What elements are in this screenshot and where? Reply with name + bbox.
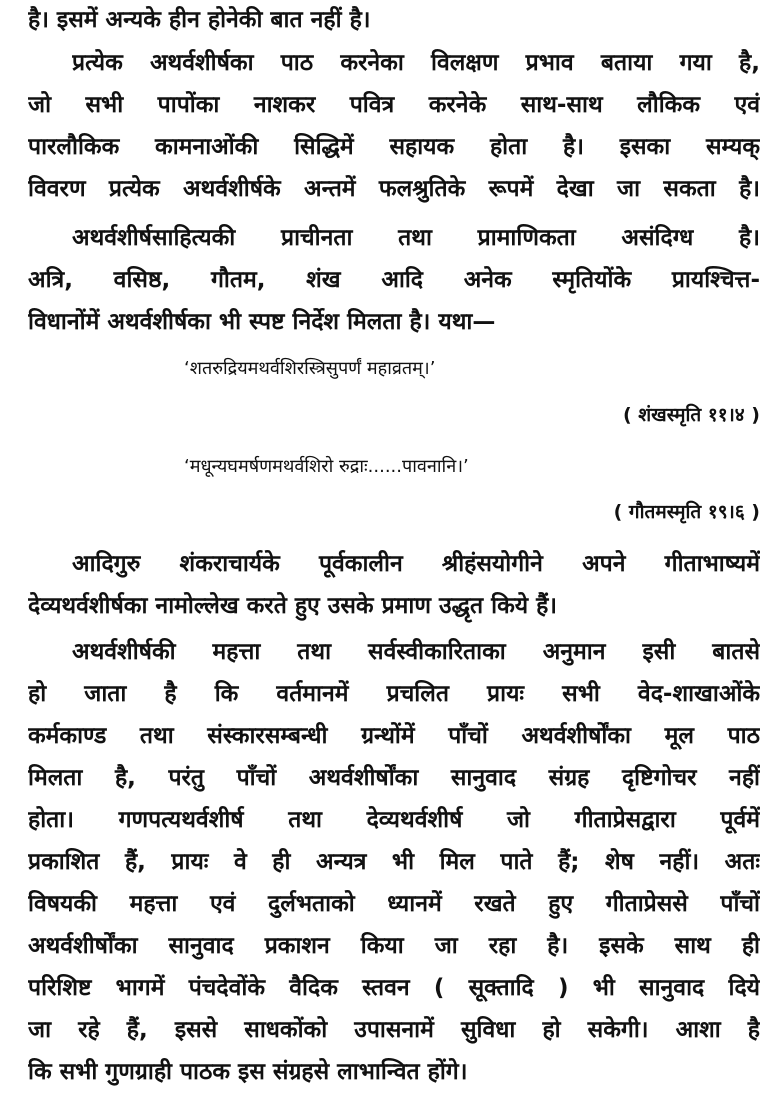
text-line: विषयकी महत्ता एवं दुर्लभताको ध्यानमें रखते हुए गीताप्रेससे पाँचों xyxy=(28,891,760,917)
text-line: जा रहे हैं, इससे साधकोंको उपासनामें सुविधा हो सकेगी। आशा है xyxy=(28,1017,760,1043)
text-line: जो सभी पापोंका नाशकर पवित्र करनेके साथ-साथ लौकिक एवं xyxy=(28,92,760,118)
text-line: परिशिष्ट भागमें पंचदेवोंके वैदिक स्तवन ( सूक्तादि ) भी सानुवाद दिये xyxy=(28,975,760,1001)
text-line: अथर्वशीर्षोंका सानुवाद प्रकाशन किया जा रहा है। इसके साथ ही xyxy=(28,933,760,959)
text-line: कि सभी गुणग्राही पाठक इस संग्रहसे लाभान्वित होंगे। xyxy=(28,1059,468,1085)
text-line: विवरण प्रत्येक अथर्वशीर्षके अन्तमें फलश्रुतिके रूपमें देखा जा सकता है। xyxy=(28,176,760,202)
text-line: आदिगुरु शंकराचार्यके पूर्वकालीन श्रीहंसयोगीने अपने गीताभाष्यमें xyxy=(72,551,760,577)
text-line: देव्यथर्वशीर्षका नामोल्लेख करते हुए उसके प्रमाण उद्धृत किये हैं। xyxy=(28,593,558,619)
sanskrit-quote: ‘शतरुद्रियमथर्वशिरस्त्रिसुपर्णं महाव्रतम्।’ xyxy=(184,358,436,379)
text-line: मिलता है, परंतु पाँचों अथर्वशीर्षोंका सानुवाद संग्रह दृष्टिगोचर नहीं xyxy=(28,765,760,791)
text-line: विधानोंमें अथर्वशीर्षका भी स्पष्ट निर्देश मिलता है। यथा— xyxy=(28,309,496,335)
text-line: प्रकाशित हैं, प्रायः वे ही अन्यत्र भी मिल पाते हैं; शेष नहीं। अतः xyxy=(28,849,760,875)
text-line: पारलौकिक कामनाओंकी सिद्धिमें सहायक होता है। इसका सम्यक् xyxy=(28,134,760,160)
document-page xyxy=(28,0,760,1108)
text-line: प्रत्येक अथर्वशीर्षका पाठ करनेका विलक्षण प्रभाव बताया गया है, xyxy=(72,50,760,76)
text-line: हो जाता है कि वर्तमानमें प्रचलित प्रायः सभी वेद-शाखाओंके xyxy=(28,681,760,707)
sanskrit-quote: ‘मधून्यघमर्षणमथर्वशिरो रुद्राः......पावनानि।’ xyxy=(184,456,469,477)
text-line: अत्रि, वसिष्ठ, गौतम, शंख आदि अनेक स्मृतियोंके प्रायश्चित्त- xyxy=(28,267,760,293)
text-line: अथर्वशीर्षसाहित्यकी प्राचीनता तथा प्रामाणिकता असंदिग्ध है। xyxy=(72,225,760,251)
text-line: है। इसमें अन्यके हीन होनेकी बात नहीं है। xyxy=(28,7,371,33)
quote-reference: ( गौतमस्मृति १९।६ ) xyxy=(613,501,760,523)
quote-reference: ( शंखस्मृति ११।४ ) xyxy=(622,404,760,426)
text-line: होता। गणपत्यथर्वशीर्ष तथा देव्यथर्वशीर्ष जो गीताप्रेसद्वारा पूर्वमें xyxy=(28,807,760,833)
text-line: कर्मकाण्ड तथा संस्कारसम्बन्धी ग्रन्थोंमें पाँचों अथर्वशीर्षोंका मूल पाठ xyxy=(28,723,760,749)
text-line: अथर्वशीर्षकी महत्ता तथा सर्वस्वीकारिताका अनुमान इसी बातसे xyxy=(72,639,760,665)
